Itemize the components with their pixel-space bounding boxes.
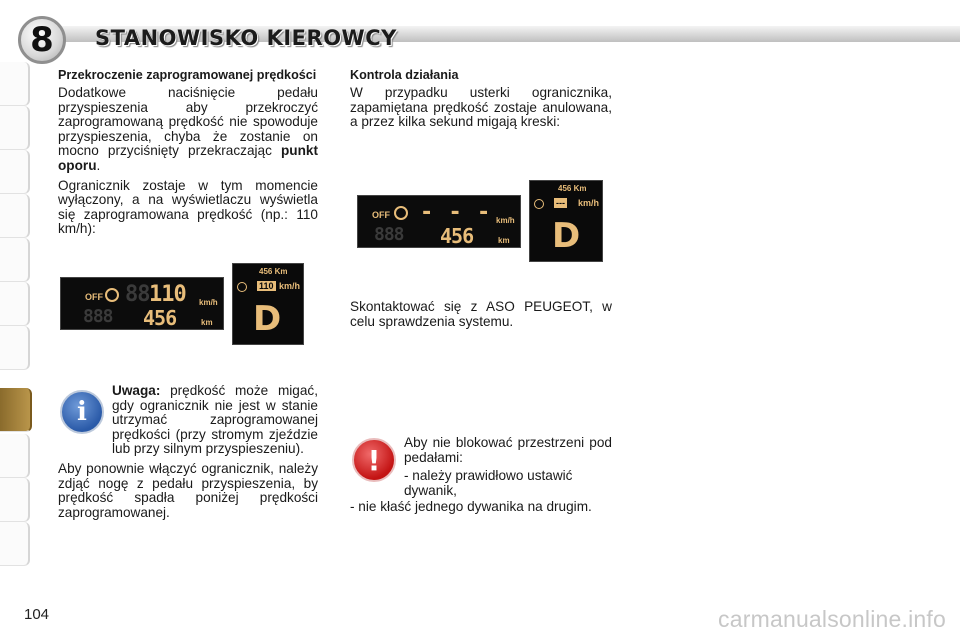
limiter-small-icon — [237, 282, 247, 292]
exclamation-icon: ! — [352, 438, 396, 482]
gear-indicator-fault: D — [552, 216, 581, 256]
paragraph-disabled-display: Ogranicznik zostaje w tym momencie wyłączony, a na wyświetlaczu wyświetla się zaprogramowana prędkość (np.: 110 km/h): — [58, 177, 318, 237]
chapter-tab-3[interactable] — [0, 150, 30, 194]
note-paragraph: Uwaga: prędkość może migać, gdy ogranicznik nie jest w stanie utrzymać zaprogramowanej prędkości (przy stromym zjeździe lub przy silnym przyspieszeniu). — [112, 383, 318, 457]
chapter-header — [0, 10, 960, 60]
chapter-tab-9[interactable] — [0, 434, 30, 478]
multifunction-panel-speed-set: 456 Km 110 km/h D — [232, 263, 304, 345]
resistance-point-term: punkt oporu — [58, 143, 318, 173]
limiter-icon-fault — [394, 206, 408, 220]
warning-intro: Aby nie blokować przestrzeni pod pedałami: — [404, 435, 612, 465]
left-column-note — [58, 384, 318, 457]
chapter-number-badge: 8 — [18, 16, 66, 64]
chapter-title: STANOWISKO KIEROWCY — [95, 26, 397, 50]
paragraph-contact: Skontaktować się z ASO PEUGEOT, w celu sprawdzenia systemu. — [350, 299, 612, 329]
right-column-top — [350, 68, 612, 135]
paragraph-fault: W przypadku usterki ogranicznika, zapamiętana prędkość zostaje anulowana, a przez kilka sekund migają kreski: — [350, 85, 612, 130]
chapter-tabs — [0, 62, 34, 574]
chapter-tab-1[interactable] — [0, 62, 30, 106]
page-number: 104 — [24, 606, 50, 623]
multifunction-panel-fault: 456 Km --- km/h D — [529, 180, 603, 262]
chapter-tab-8-active[interactable] — [0, 388, 32, 432]
chapter-tab-5[interactable] — [0, 238, 30, 282]
limiter-icon — [105, 288, 119, 302]
paragraph-override: Dodatkowe naciśnięcie pedału przyspieszenia aby przekroczyć zaprogramowaną prędkość nie spowoduje przyspieszenia, chyba że zostanie on mocno przyciśnięty przekraczając punkt oporu. — [58, 85, 318, 173]
left-column-top — [58, 68, 318, 242]
chapter-tab-7[interactable] — [0, 326, 30, 370]
chapter-tab-6[interactable] — [0, 282, 30, 326]
instrument-display-fault: OFF - - - km/h 888 456 km — [357, 195, 521, 248]
chapter-tab-11[interactable] — [0, 522, 30, 566]
paragraph-reactivate: Aby ponownie włączyć ogranicznik, należy zdjąć nogę z pedału przyspieszenia, by prędkość spadła poniżej prędkości zaprogramowanej. — [58, 461, 318, 520]
warning-item-2: - nie kłaść jednego dywanika na drugim. — [350, 499, 592, 515]
chapter-tab-2[interactable] — [0, 106, 30, 150]
right-column-contact — [350, 300, 612, 334]
section-heading-override: Przekroczenie zaprogramowanej prędkości — [58, 68, 317, 82]
watermark: carmanualsonline.info — [718, 606, 946, 632]
chapter-tab-4[interactable] — [0, 194, 30, 238]
left-column-bottom — [58, 462, 318, 525]
instrument-display-speed-set: OFF 88 110 km/h 888 456 km — [60, 277, 224, 330]
limiter-small-icon-fault — [534, 199, 544, 209]
warning-block — [350, 436, 612, 520]
info-icon: i — [60, 390, 104, 434]
note-label: Uwaga: — [112, 383, 161, 398]
section-heading-check: Kontrola działania — [350, 68, 459, 82]
warning-item-1: - należy prawidłowo ustawić dywanik, — [404, 468, 573, 498]
gear-indicator: D — [253, 299, 282, 339]
chapter-tab-10[interactable] — [0, 478, 30, 522]
